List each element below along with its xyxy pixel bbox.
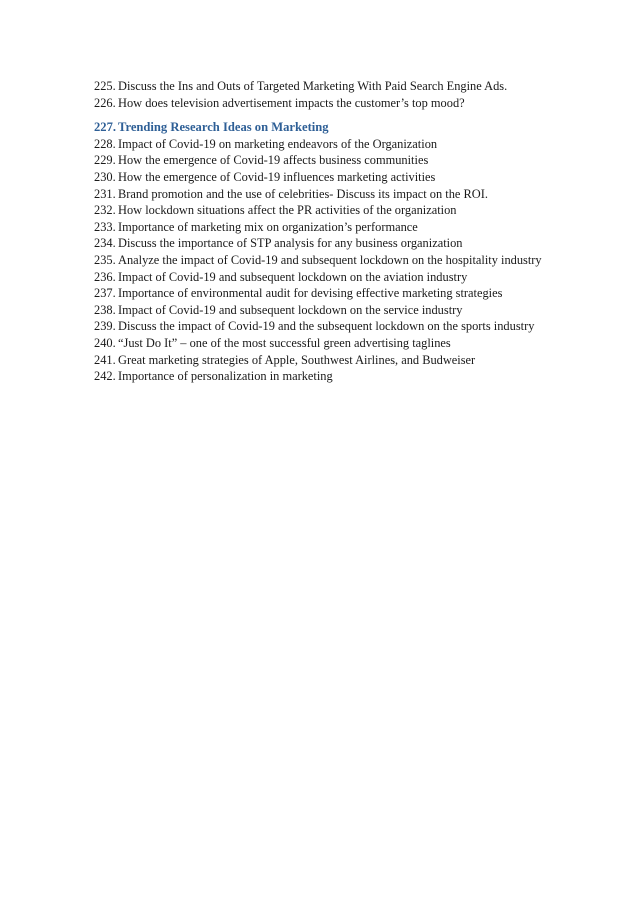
- item-number: 226.: [94, 95, 116, 110]
- list-item: [94, 78, 544, 95]
- item-text: Importance of marketing mix on organization’s performance: [118, 219, 418, 234]
- list-item: [94, 285, 544, 302]
- list-item: [94, 252, 544, 269]
- item-text: Great marketing strategies of Apple, Southwest Airlines, and Budweiser: [118, 352, 476, 367]
- item-text: Brand promotion and the use of celebrities- Discuss its impact on the ROI.: [118, 186, 488, 201]
- item-text: Importance of personalization in marketing: [118, 369, 333, 384]
- heading-number: 227.: [94, 120, 117, 135]
- item-text: How the emergence of Covid-19 affects business communities: [118, 153, 429, 168]
- item-text: Discuss the importance of STP analysis for any business organization: [118, 236, 463, 251]
- item-text: How the emergence of Covid-19 influences marketing activities: [118, 169, 436, 184]
- section-heading: [94, 119, 544, 136]
- heading-text: Trending Research Ideas on Marketing: [118, 120, 329, 135]
- list-item: [94, 302, 544, 319]
- item-number: 228.: [94, 136, 116, 151]
- list-item: [94, 352, 544, 369]
- list-item: [94, 219, 544, 236]
- item-number: 239.: [94, 319, 116, 334]
- list-item: [94, 169, 544, 186]
- item-number: 225.: [94, 79, 116, 93]
- item-text: Importance of environmental audit for devising effective marketing strategies: [118, 286, 503, 301]
- item-number: 238.: [94, 302, 116, 317]
- item-number: 241.: [94, 352, 116, 367]
- item-number: 230.: [94, 169, 116, 184]
- item-number: 235.: [94, 252, 116, 267]
- item-text: Impact of Covid-19 on marketing endeavors of the Organization: [118, 136, 438, 151]
- item-text: How lockdown situations affect the PR activities of the organization: [118, 203, 457, 218]
- list-item: [94, 335, 544, 352]
- list-item: [94, 235, 544, 252]
- research-topics-list: [94, 78, 544, 385]
- item-text: Discuss the Ins and Outs of Targeted Marketing With Paid Search Engine Ads.: [118, 79, 508, 93]
- list-item: [94, 95, 544, 112]
- list-item: [94, 318, 544, 335]
- list-item: [94, 368, 544, 385]
- list-item: [94, 202, 544, 219]
- item-text: Analyze the impact of Covid-19 and subsequent lockdown on the hospitality industry: [118, 252, 542, 267]
- item-text: Discuss the impact of Covid-19 and the subsequent lockdown on the sports industry: [118, 319, 535, 334]
- list-item: [94, 152, 544, 169]
- item-number: 242.: [94, 369, 116, 384]
- list-item: [94, 269, 544, 286]
- item-number: 234.: [94, 236, 116, 251]
- list-item: [94, 136, 544, 153]
- item-text: Impact of Covid-19 and subsequent lockdown on the aviation industry: [118, 269, 468, 284]
- item-number: 232.: [94, 203, 116, 218]
- list-item: [94, 186, 544, 203]
- item-number: 233.: [94, 219, 116, 234]
- item-number: 237.: [94, 286, 116, 301]
- item-number: 236.: [94, 269, 116, 284]
- item-number: 229.: [94, 153, 116, 168]
- item-text: “Just Do It” – one of the most successful green advertising taglines: [118, 335, 451, 350]
- item-number: 240.: [94, 335, 116, 350]
- item-text: Impact of Covid-19 and subsequent lockdown on the service industry: [118, 302, 463, 317]
- item-text: How does television advertisement impacts the customer’s top mood?: [118, 95, 465, 110]
- item-number: 231.: [94, 186, 116, 201]
